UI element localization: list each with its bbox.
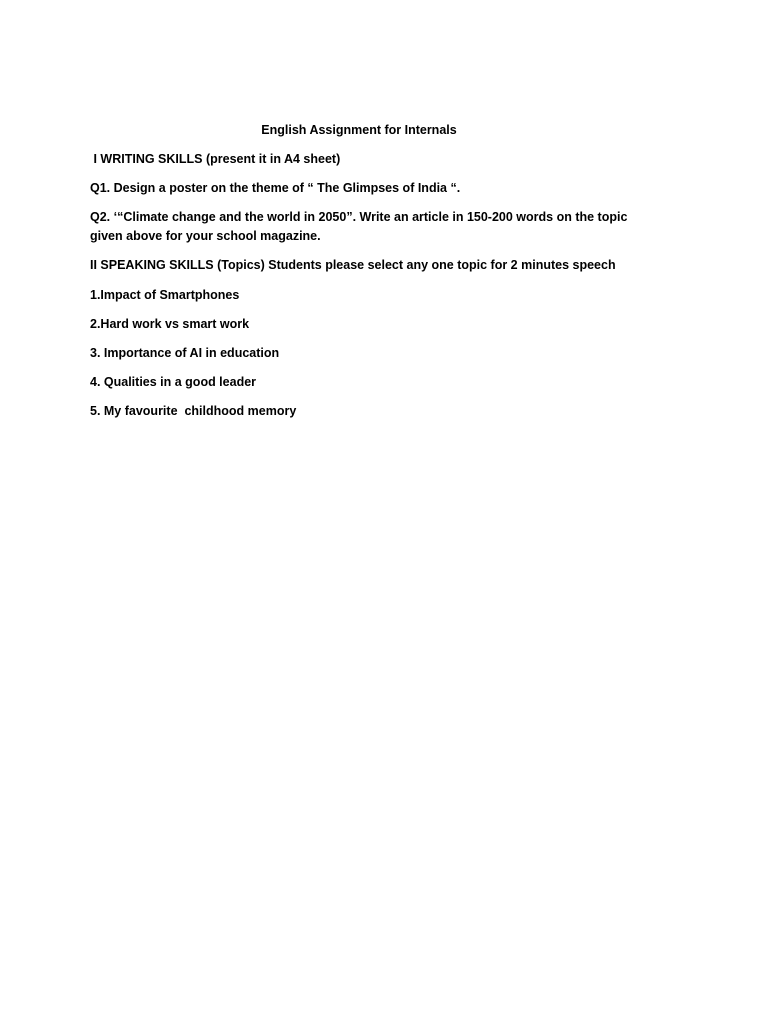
section-heading-writing: I WRITING SKILLS (present it in A4 sheet): [90, 152, 341, 166]
section-heading-speaking: II SPEAKING SKILLS (Topics) Students please select any one topic for 2 minutes speech: [90, 258, 616, 272]
topic-item: 1.Impact of Smartphones: [90, 288, 240, 302]
topic-item: 4. Qualities in a good leader: [90, 375, 257, 389]
topic-item: 2.Hard work vs smart work: [90, 317, 250, 331]
page-title: English Assignment for Internals: [261, 123, 457, 137]
topic-item: 5. My favourite childhood memory: [90, 404, 297, 418]
question-2: Q2. ‘“Climate change and the world in 2050”. Write an article in 150-200 words on the topic given above for your school magazine.: [90, 210, 628, 243]
topic-item: 3. Importance of AI in education: [90, 346, 280, 360]
question-1: Q1. Design a poster on the theme of “ The Glimpses of India “.: [90, 181, 461, 195]
